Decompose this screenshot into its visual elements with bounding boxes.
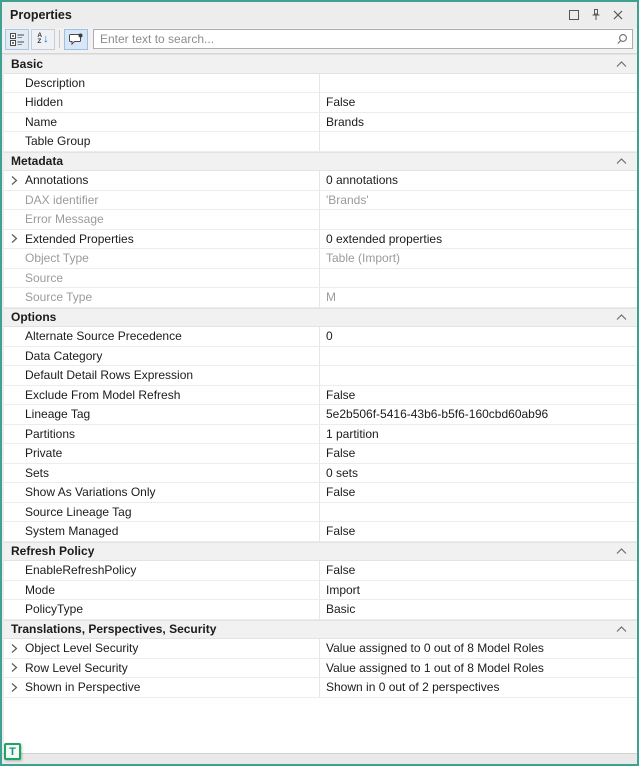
section-label: Metadata bbox=[11, 154, 64, 169]
badge-letter: T bbox=[9, 745, 16, 758]
property-name bbox=[4, 366, 320, 385]
property-row-source-lineage-tag[interactable] bbox=[4, 503, 637, 523]
property-name-label: Row Level Security bbox=[25, 660, 128, 675]
property-name bbox=[4, 191, 320, 210]
section-header-options[interactable] bbox=[4, 308, 637, 328]
property-name-label: Source Lineage Tag bbox=[25, 504, 132, 519]
property-value: Table (Import) bbox=[326, 251, 401, 266]
property-row-source-type[interactable] bbox=[4, 288, 637, 308]
property-row-source[interactable] bbox=[4, 269, 637, 289]
sort-az-icon[interactable] bbox=[31, 29, 55, 50]
property-row-mode[interactable] bbox=[4, 581, 637, 601]
property-row-annotations[interactable] bbox=[4, 171, 637, 191]
property-name-label: System Managed bbox=[25, 524, 119, 539]
chevron-up-icon[interactable] bbox=[616, 154, 627, 168]
property-name bbox=[4, 522, 320, 541]
property-name bbox=[4, 347, 320, 366]
property-name-label: DAX identifier bbox=[25, 192, 99, 207]
property-value[interactable]: Shown in 0 out of 2 perspectives bbox=[326, 680, 500, 695]
property-name bbox=[4, 678, 320, 697]
panel-title: Properties bbox=[10, 8, 72, 22]
section-label: Basic bbox=[11, 56, 44, 71]
property-value[interactable]: Value assigned to 1 out of 8 Model Roles bbox=[326, 660, 544, 675]
property-name-label: Error Message bbox=[25, 212, 104, 227]
property-row-dax-identifier[interactable] bbox=[4, 191, 637, 211]
chevron-up-icon[interactable] bbox=[616, 544, 627, 558]
expander-chevron-right-icon[interactable] bbox=[11, 682, 25, 693]
property-value[interactable]: False bbox=[326, 95, 356, 110]
section-header-refresh-policy[interactable] bbox=[4, 542, 637, 562]
property-row-object-type[interactable] bbox=[4, 249, 637, 269]
property-row-default-detail-rows-expression[interactable] bbox=[4, 366, 637, 386]
status-strip bbox=[2, 753, 637, 764]
titlebar bbox=[2, 2, 637, 28]
property-value bbox=[320, 269, 637, 288]
property-value[interactable]: Basic bbox=[326, 602, 356, 617]
property-row-name[interactable] bbox=[4, 113, 637, 133]
description-bubble-icon[interactable] bbox=[64, 29, 88, 50]
property-grid bbox=[2, 54, 637, 698]
property-name-label: Alternate Source Precedence bbox=[25, 329, 182, 344]
property-value[interactable]: 1 partition bbox=[326, 426, 379, 441]
property-value[interactable] bbox=[320, 74, 637, 93]
tabular-editor-badge bbox=[4, 743, 21, 760]
property-name bbox=[4, 639, 320, 658]
property-name bbox=[4, 132, 320, 151]
property-value[interactable]: 0 sets bbox=[326, 465, 359, 480]
property-value[interactable]: Value assigned to 0 out of 8 Model Roles bbox=[326, 641, 544, 656]
property-name-label: Object Type bbox=[25, 251, 89, 266]
property-row-system-managed[interactable] bbox=[4, 522, 637, 542]
property-name-label: EnableRefreshPolicy bbox=[25, 563, 137, 578]
property-name bbox=[4, 171, 320, 190]
property-row-description[interactable] bbox=[4, 74, 637, 94]
chevron-up-icon[interactable] bbox=[616, 622, 627, 636]
property-name bbox=[4, 561, 320, 580]
property-row-enablerefreshpolicy[interactable] bbox=[4, 561, 637, 581]
property-name bbox=[4, 444, 320, 463]
property-name-label: Data Category bbox=[25, 348, 103, 363]
property-name bbox=[4, 659, 320, 678]
categorized-icon[interactable] bbox=[5, 29, 29, 50]
property-name bbox=[4, 464, 320, 483]
search-input[interactable] bbox=[100, 32, 616, 46]
property-value[interactable]: 0 bbox=[326, 329, 333, 344]
close-icon[interactable] bbox=[607, 6, 629, 24]
property-name bbox=[4, 386, 320, 405]
property-name-label: Default Detail Rows Expression bbox=[25, 368, 194, 383]
property-row-table-group[interactable] bbox=[4, 132, 637, 152]
property-name-label: Mode bbox=[25, 582, 56, 597]
property-row-row-level-security[interactable] bbox=[4, 659, 637, 679]
sort-letter-z: Z bbox=[37, 38, 42, 45]
property-name bbox=[4, 113, 320, 132]
property-name bbox=[4, 581, 320, 600]
property-name bbox=[4, 483, 320, 502]
property-name bbox=[4, 269, 320, 288]
property-row-extended-properties[interactable] bbox=[4, 230, 637, 250]
section-label: Translations, Perspectives, Security bbox=[11, 622, 217, 637]
property-value[interactable]: 5e2b506f-5416-43b6-b5f6-160cbd60ab96 bbox=[326, 407, 549, 422]
empty-area bbox=[2, 698, 637, 754]
property-name-label: Source bbox=[25, 270, 64, 285]
property-name-label: Private bbox=[25, 446, 63, 461]
property-name-label: Object Level Security bbox=[25, 641, 139, 656]
property-row-partitions[interactable] bbox=[4, 425, 637, 445]
property-name-label: Table Group bbox=[25, 134, 91, 149]
expander-chevron-right-icon[interactable] bbox=[11, 643, 25, 654]
property-value[interactable] bbox=[320, 503, 637, 522]
property-name-label: Sets bbox=[25, 465, 50, 480]
property-name-label: Exclude From Model Refresh bbox=[25, 387, 181, 402]
property-value[interactable]: False bbox=[326, 524, 356, 539]
property-row-object-level-security[interactable] bbox=[4, 639, 637, 659]
property-name-label: Extended Properties bbox=[25, 231, 134, 246]
property-name bbox=[4, 425, 320, 444]
property-name-label: Annotations bbox=[25, 173, 89, 188]
property-row-show-as-variations-only[interactable] bbox=[4, 483, 637, 503]
section-header-translations-perspectives-security[interactable] bbox=[4, 620, 637, 640]
property-name-label: Hidden bbox=[25, 95, 64, 110]
property-value[interactable]: False bbox=[326, 563, 356, 578]
search-box bbox=[93, 29, 633, 49]
property-value[interactable] bbox=[320, 347, 637, 366]
property-name bbox=[4, 210, 320, 229]
property-name-label: Show As Variations Only bbox=[25, 485, 156, 500]
property-name bbox=[4, 74, 320, 93]
property-value[interactable]: 0 extended properties bbox=[326, 231, 443, 246]
section-header-basic[interactable] bbox=[4, 54, 637, 74]
section-label: Refresh Policy bbox=[11, 544, 95, 559]
property-value[interactable]: 0 annotations bbox=[326, 173, 399, 188]
property-row-data-category[interactable] bbox=[4, 347, 637, 367]
property-row-alternate-source-precedence[interactable] bbox=[4, 327, 637, 347]
property-value[interactable] bbox=[320, 366, 637, 385]
property-value[interactable]: False bbox=[326, 387, 356, 402]
property-name bbox=[4, 93, 320, 112]
expander-chevron-right-icon[interactable] bbox=[11, 175, 25, 186]
maximize-icon[interactable] bbox=[563, 6, 585, 24]
property-name bbox=[4, 230, 320, 249]
property-value[interactable]: Brands bbox=[326, 114, 365, 129]
expander-chevron-right-icon[interactable] bbox=[11, 662, 25, 673]
property-name bbox=[4, 600, 320, 619]
property-row-shown-in-perspective[interactable] bbox=[4, 678, 637, 698]
property-value[interactable]: False bbox=[326, 446, 356, 461]
property-name bbox=[4, 288, 320, 307]
toolbar bbox=[2, 28, 637, 54]
property-value: M bbox=[326, 290, 336, 305]
property-row-exclude-from-model-refresh[interactable] bbox=[4, 386, 637, 406]
property-row-sets[interactable] bbox=[4, 464, 637, 484]
sort-letter-a: A bbox=[37, 32, 43, 39]
property-row-lineage-tag[interactable] bbox=[4, 405, 637, 425]
property-name-label: Lineage Tag bbox=[25, 407, 91, 422]
property-name-label: Shown in Perspective bbox=[25, 680, 141, 695]
pin-icon[interactable] bbox=[585, 6, 607, 24]
property-name bbox=[4, 405, 320, 424]
property-name bbox=[4, 327, 320, 346]
toolbar-separator bbox=[59, 30, 60, 48]
property-row-policytype[interactable] bbox=[4, 600, 637, 620]
property-name-label: Partitions bbox=[25, 426, 76, 441]
chevron-up-icon[interactable] bbox=[616, 57, 627, 71]
property-value[interactable]: Import bbox=[326, 582, 361, 597]
property-value[interactable] bbox=[320, 132, 637, 151]
property-name-label: Source Type bbox=[25, 290, 93, 305]
expander-chevron-right-icon[interactable] bbox=[11, 233, 25, 244]
sort-down-arrow: ↓ bbox=[43, 33, 49, 45]
property-name bbox=[4, 503, 320, 522]
property-row-error-message[interactable] bbox=[4, 210, 637, 230]
section-label: Options bbox=[11, 310, 57, 325]
property-value[interactable]: False bbox=[326, 485, 356, 500]
property-value bbox=[320, 210, 637, 229]
chevron-up-icon[interactable] bbox=[616, 310, 627, 324]
property-row-private[interactable] bbox=[4, 444, 637, 464]
search-icon[interactable] bbox=[616, 33, 628, 45]
property-name-label: Description bbox=[25, 75, 86, 90]
property-value: 'Brands' bbox=[326, 192, 369, 207]
property-name-label: Name bbox=[25, 114, 58, 129]
property-name bbox=[4, 249, 320, 268]
section-header-metadata[interactable] bbox=[4, 152, 637, 172]
property-row-hidden[interactable] bbox=[4, 93, 637, 113]
property-name-label: PolicyType bbox=[25, 602, 84, 617]
